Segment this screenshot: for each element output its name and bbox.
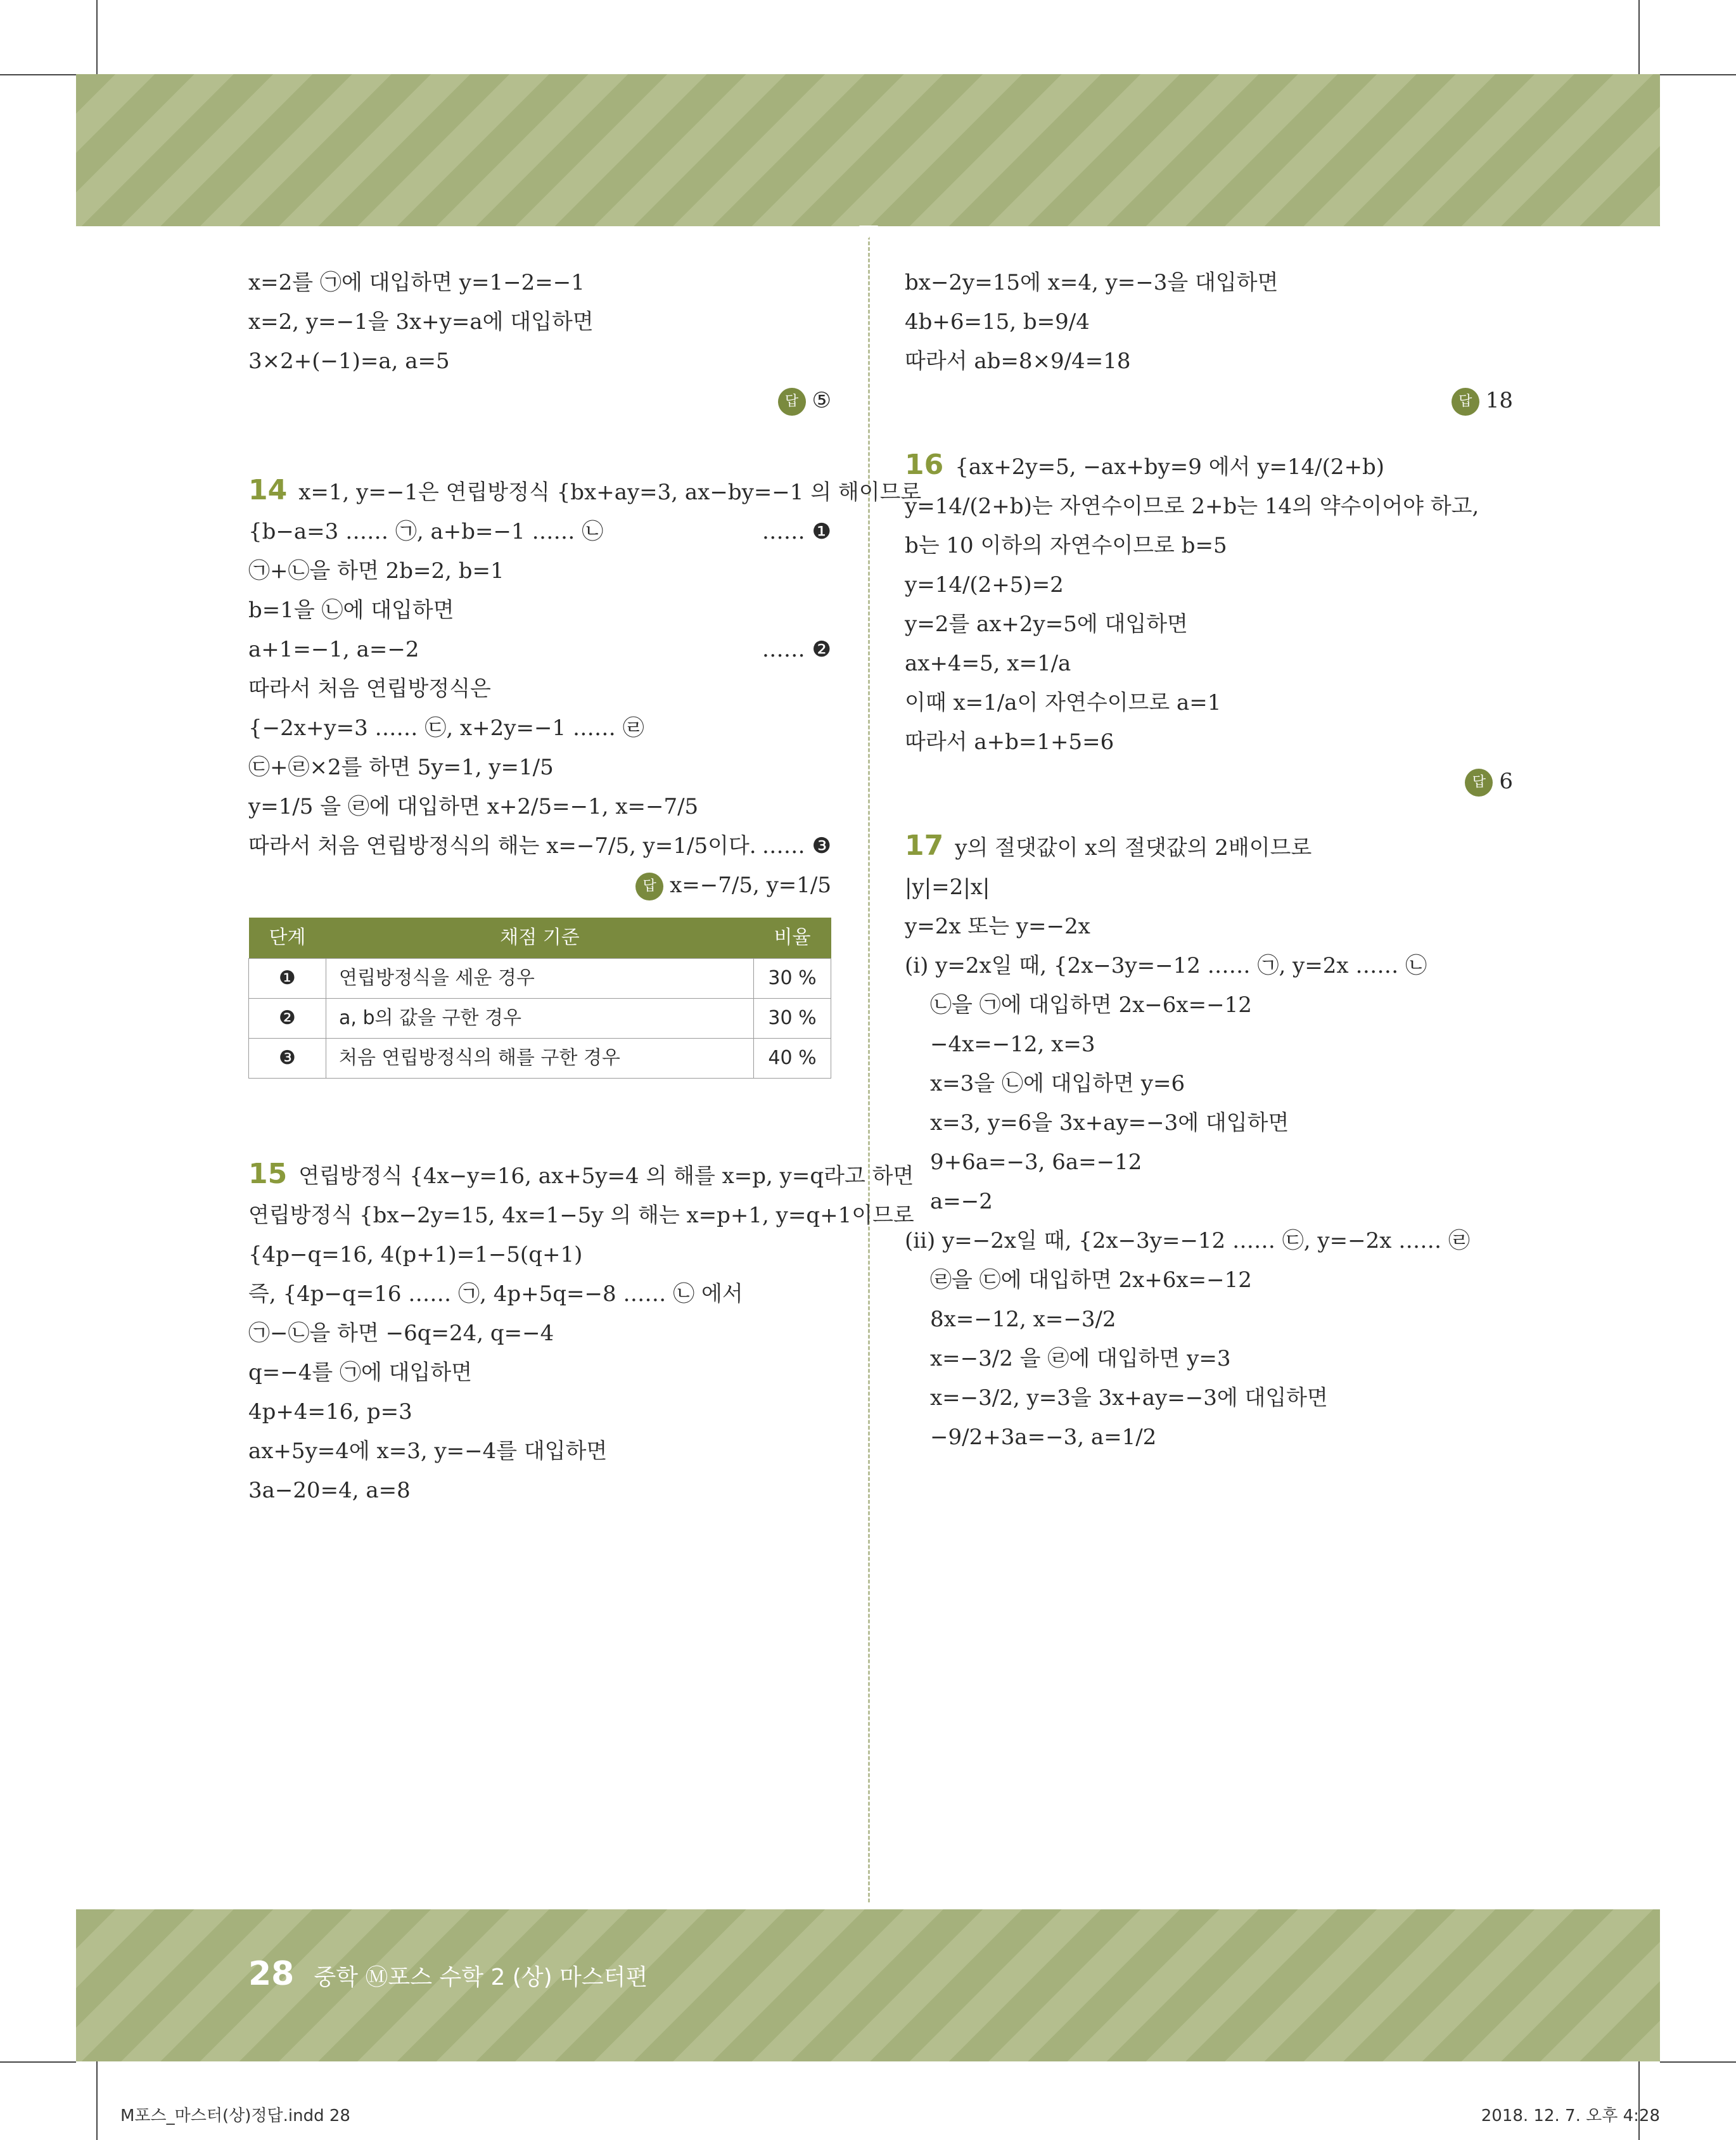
equation: 따라서 처음 연립방정식의 해는 x=−7/5, y=1/5이다. [248,833,756,859]
print-slug-file: M포스_마스터(상)정답.indd 28 [120,2106,350,2125]
answer-value: ⑤ [812,388,831,413]
table-cell: 연립방정식을 세운 경우 [326,959,754,999]
problem-17 [905,826,1513,868]
crop-mark [1638,2061,1640,2140]
answer-badge-icon: 답 [1452,388,1479,416]
table-cell: 40 % [754,1039,831,1079]
solution-line: ㉢+㉣×2를 하면 5y=1, y=1/5 [248,755,554,780]
table-cell: ❶ [249,959,326,999]
crop-mark [96,2061,98,2140]
crop-mark [0,2061,76,2063]
solution-line: b는 10 이하의 자연수이므로 b=5 [905,533,1227,558]
solution-line: x=−3/2 을 ㉣에 대입하면 y=3 [930,1346,1231,1371]
page-footer [248,1955,648,1993]
solution-line: y=2를 ax+2y=5에 대입하면 [905,612,1188,637]
answer-row [248,866,831,905]
crop-mark [1638,0,1640,74]
step-marker: …… ❶ [762,519,831,544]
table-cell: 처음 연립방정식의 해를 구한 경우 [326,1039,754,1079]
answer-row [248,381,831,420]
answer-badge-icon: 답 [635,873,663,900]
grading-table [248,918,831,1079]
crop-mark [0,74,76,75]
page-number: 28 [248,1955,295,1993]
table-header: 채점 기준 [326,918,754,959]
solution-line: y=14/(2+5)=2 [905,572,1064,598]
table-cell: ❷ [249,999,326,1039]
answer-value: 18 [1485,388,1513,413]
answer-value: 6 [1499,769,1513,794]
table-cell: ❸ [249,1039,326,1079]
header-band [76,74,1660,226]
answer-row [905,762,1513,801]
solution-line: −9/2+3a=−3, a=1/2 [930,1425,1157,1450]
solution-line: ㉠−㉡을 하면 −6q=24, q=−4 [248,1321,554,1346]
equation-system: {b−a=3 …… ㉠, a+b=−1 …… ㉡ [248,519,604,544]
table-row [249,959,831,999]
solution-line: ㉡을 ㉠에 대입하면 2x−6x=−12 [930,992,1252,1018]
solution-line: x=3, y=6을 3x+ay=−3에 대입하면 [930,1110,1289,1136]
divider-notch [859,226,878,238]
solution-line [248,512,831,551]
solution-line: x=1, y=−1은 연립방정식 {bx+ay=3, ax−by=−1 의 해이므로 [298,480,922,505]
table-cell: 30 % [754,959,831,999]
solution-line [248,630,831,669]
solution-line: y의 절댓값이 x의 절댓값의 2배이므로 [955,835,1312,861]
solution-line: x=2, y=−1을 3x+y=a에 대입하면 [248,309,594,335]
crop-mark [96,0,98,74]
solution-line: 4p+4=16, p=3 [248,1399,412,1425]
solution-line: 3a−20=4, a=8 [248,1478,411,1503]
solution-line: (ⅰ) y=2x일 때, {2x−3y=−12 …… ㉠, y=2x …… ㉡ [905,953,1427,978]
table-header: 단계 [249,918,326,959]
answer-value: x=−7/5, y=1/5 [670,873,831,898]
left-column [248,263,922,1510]
table-row [249,1039,831,1079]
problem-16 [905,445,1513,487]
solution-line: ㉠+㉡을 하면 2b=2, b=1 [248,558,504,584]
solution-line: x=−3/2, y=3을 3x+ay=−3에 대입하면 [930,1385,1328,1411]
table-cell: a, b의 값을 구한 경우 [326,999,754,1039]
solution-line: y=14/(2+b)는 자연수이므로 2+b는 14의 약수이어야 하고, [905,494,1479,519]
solution-line: {ax+2y=5, −ax+by=9 에서 y=14/(2+b) [955,454,1385,480]
solution-line: bx−2y=15에 x=4, y=−3을 대입하면 [905,270,1279,295]
solution-line: 9+6a=−3, 6a=−12 [930,1150,1142,1175]
problem-14 [248,471,922,512]
solution-line: 따라서 처음 연립방정식은 [248,676,491,702]
answer-badge-icon: 답 [778,388,806,416]
solution-line: 8x=−12, x=−3/2 [930,1307,1116,1332]
problem-number: 16 [905,449,944,481]
print-slug-date: 2018. 12. 7. 오후 4:28 [1481,2106,1660,2125]
solution-line: b=1을 ㉡에 대입하면 [248,598,454,623]
problem-number: 17 [905,830,944,862]
solution-line: ax+5y=4에 x=3, y=−4를 대입하면 [248,1438,608,1464]
solution-line: −4x=−12, x=3 [930,1032,1095,1057]
solution-line: y=2x 또는 y=−2x [905,914,1090,939]
solution-line: x=2를 ㉠에 대입하면 y=1−2=−1 [248,270,585,295]
answer-row [905,381,1513,420]
solution-line: 연립방정식 {4x−y=16, ax+5y=4 의 해를 x=p, y=q라고 하면 [298,1163,914,1189]
solution-line: {4p−q=16, 4(p+1)=1−5(q+1) [248,1242,583,1267]
step-marker: …… ❷ [762,637,831,662]
solution-line: x=3을 ㉡에 대입하면 y=6 [930,1071,1185,1096]
solution-line: 즉, {4p−q=16 …… ㉠, 4p+5q=−8 …… ㉡ 에서 [248,1281,743,1307]
table-cell: 30 % [754,999,831,1039]
problem-15 [248,1155,914,1196]
crop-mark [1660,2061,1736,2063]
solution-line [248,826,831,866]
solution-line: 4b+6=15, b=9/4 [905,309,1090,335]
solution-line: 연립방정식 {bx−2y=15, 4x=1−5y 의 해는 x=p+1, y=q+1이므로 [248,1203,914,1228]
table-header: 비율 [754,918,831,959]
solution-line: q=−4를 ㉠에 대입하면 [248,1360,473,1385]
solution-line: 3×2+(−1)=a, a=5 [248,349,450,374]
problem-number: 14 [248,474,288,506]
problem-number: 15 [248,1158,288,1190]
solution-line: 이때 x=1/a이 자연수이므로 a=1 [905,690,1222,715]
solution-line: {−2x+y=3 …… ㉢, x+2y=−1 …… ㉣ [248,715,644,741]
solution-line: 따라서 ab=8×9/4=18 [905,349,1131,374]
solution-line: |y|=2|x| [905,875,990,900]
solution-line: ㉣을 ㉢에 대입하면 2x+6x=−12 [930,1267,1252,1293]
book-title: 중학 Ⓜ포스 수학 2 (상) 마스터편 [314,1964,648,1990]
table-header-row [249,918,831,959]
table-row [249,999,831,1039]
solution-line: a=−2 [930,1189,993,1214]
solution-line: y=1/5 을 ㉣에 대입하면 x+2/5=−1, x=−7/5 [248,794,699,819]
solution-line: 따라서 a+b=1+5=6 [905,729,1114,755]
step-marker: …… ❸ [762,833,831,859]
solution-line: ax+4=5, x=1/a [905,651,1071,676]
answer-badge-icon: 답 [1465,769,1493,797]
right-column [905,263,1513,1457]
crop-mark [1660,74,1736,75]
equation: a+1=−1, a=−2 [248,637,419,662]
solution-line: (ⅱ) y=−2x일 때, {2x−3y=−12 …… ㉢, y=−2x …… ㉣ [905,1228,1471,1253]
